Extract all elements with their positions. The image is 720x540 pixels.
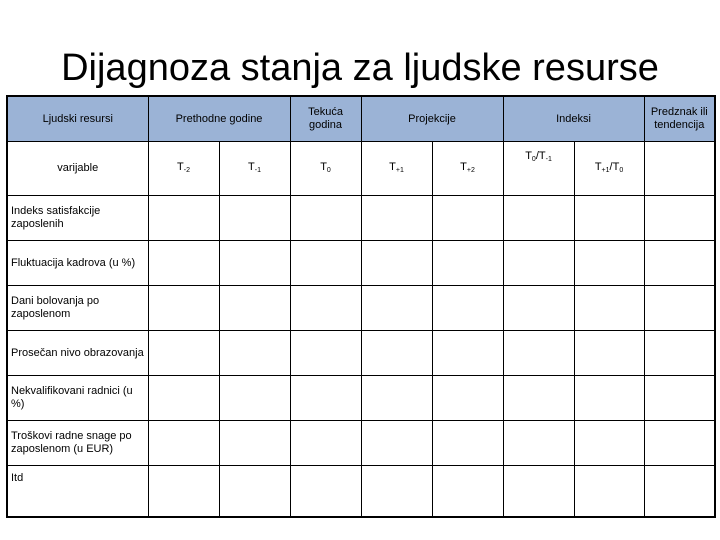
header-resources: Ljudski resursi [7, 96, 148, 142]
table-cell [432, 286, 503, 331]
subheader-t-minus2: $T_{-2}$ [148, 142, 219, 196]
subheader-t-minus1: $T_{-1}$ [219, 142, 290, 196]
table-cell [574, 466, 644, 518]
table-cell [290, 421, 361, 466]
table-cell [361, 466, 432, 518]
table-cell [148, 466, 219, 518]
row-label: Itd [7, 466, 148, 518]
hr-diagnosis-table [6, 95, 716, 518]
header-sign: Predznak ili tendencija [644, 96, 715, 142]
table-cell [503, 241, 574, 286]
subheader-t-plus1: $T_{+1}$ [361, 142, 432, 196]
table-cell [361, 421, 432, 466]
table-cell [574, 421, 644, 466]
subheader-sign-empty [644, 142, 715, 196]
table-cell [148, 286, 219, 331]
table-cell [574, 376, 644, 421]
table-cell [148, 421, 219, 466]
row-label: Dani bolovanja po zaposlenom [7, 286, 148, 331]
table-cell [503, 466, 574, 518]
row-label: Indeks satisfakcije zaposlenih [7, 196, 148, 241]
table-cell [290, 241, 361, 286]
table-cell [432, 376, 503, 421]
table-cell [219, 196, 290, 241]
table-cell [503, 421, 574, 466]
table-cell [219, 421, 290, 466]
table-cell [644, 376, 715, 421]
table-cell [432, 421, 503, 466]
subheader-index-t0-t-minus1: $T_0/T_{-1}$ [503, 142, 574, 196]
subheader-variables: varijable [7, 142, 148, 196]
subheader-row [7, 142, 715, 196]
row-label: Fluktuacija kadrova (u %) [7, 241, 148, 286]
table-cell [644, 196, 715, 241]
table-cell [503, 331, 574, 376]
table-cell [574, 241, 644, 286]
header-indexes: Indeksi [503, 96, 644, 142]
row-label: Prosečan nivo obrazovanja [7, 331, 148, 376]
table-cell [503, 196, 574, 241]
row-label: Nekvalifikovani radnici (u %) [7, 376, 148, 421]
table-cell [219, 241, 290, 286]
table-cell [432, 331, 503, 376]
table-cell [219, 286, 290, 331]
table-cell [644, 331, 715, 376]
table-cell [361, 241, 432, 286]
table-cell [148, 241, 219, 286]
table-cell [361, 196, 432, 241]
table-cell [219, 331, 290, 376]
table-row [7, 241, 715, 286]
table-cell [574, 286, 644, 331]
header-row [7, 96, 715, 142]
table-cell [361, 331, 432, 376]
table-cell [644, 421, 715, 466]
header-current-year: Tekuća godina [290, 96, 361, 142]
table-cell [290, 331, 361, 376]
table-row [7, 466, 715, 518]
table-cell [290, 286, 361, 331]
table-row [7, 286, 715, 331]
page-title: Dijagnoza stanja za ljudske resurse [61, 47, 659, 89]
table-cell [148, 196, 219, 241]
table-cell [503, 286, 574, 331]
table-cell [219, 466, 290, 518]
table-cell [148, 376, 219, 421]
table-cell [290, 196, 361, 241]
table-cell [574, 331, 644, 376]
table-cell [290, 376, 361, 421]
subheader-t-plus2: $T_{+2}$ [432, 142, 503, 196]
row-label: Troškovi radne snage po zaposlenom (u EUR) [7, 421, 148, 466]
table-cell [644, 286, 715, 331]
table-cell [361, 286, 432, 331]
table-cell [503, 376, 574, 421]
table-cell [644, 241, 715, 286]
table-cell [644, 466, 715, 518]
table-cell [432, 241, 503, 286]
table-row [7, 331, 715, 376]
table-cell [219, 376, 290, 421]
table-cell [361, 376, 432, 421]
table-cell [574, 196, 644, 241]
table-row [7, 376, 715, 421]
header-previous-years: Prethodne godine [148, 96, 290, 142]
table-cell [290, 466, 361, 518]
subheader-t0: $T_0$ [290, 142, 361, 196]
table-cell [432, 466, 503, 518]
header-projections: Projekcije [361, 96, 503, 142]
table-row [7, 421, 715, 466]
subheader-index-t-plus1-t0: $T_{+1}/T_0$ [574, 142, 644, 196]
table-cell [432, 196, 503, 241]
table-row [7, 196, 715, 241]
table-cell [148, 331, 219, 376]
